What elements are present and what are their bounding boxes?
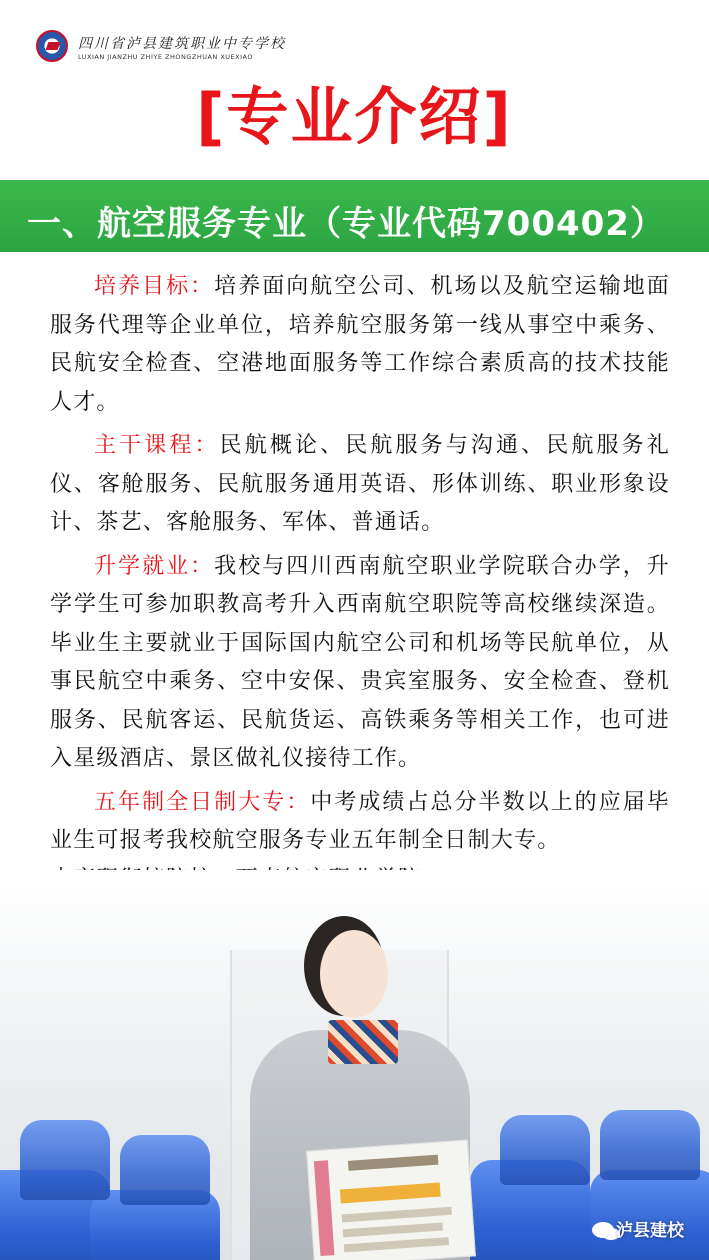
- courses-label: 主干课程：: [94, 433, 220, 458]
- page-title: [专业介绍]: [196, 80, 513, 153]
- seat-left-3: [20, 1120, 110, 1200]
- attendant-head: [320, 930, 388, 1018]
- courses-text: 民航概论、民航服务与沟通、民航服务礼仪、客舱服务、民航服务通用英语、形体训练、职业形象设计、茶艺、客舱服务、军体、普通话。: [50, 433, 670, 535]
- newspaper-column: [314, 1160, 335, 1256]
- career-paragraph: [50, 548, 670, 779]
- seat-left-4: [120, 1135, 210, 1205]
- watermark-text: 泸县建校: [616, 1221, 684, 1241]
- cabin-photo: [0, 870, 709, 1260]
- newspaper-line: [344, 1237, 449, 1252]
- wechat-watermark: [592, 1216, 684, 1241]
- school-header: [36, 30, 336, 64]
- goal-text: 培养面向航空公司、机场以及航空运输地面服务代理等企业单位，培养航空服务第一线从事空中乘务、民航安全检查、空港地面服务等工作综合素质高的技术技能人才。: [50, 274, 670, 415]
- wechat-icon: [592, 1222, 614, 1238]
- newspaper-banner: [340, 1183, 441, 1204]
- career-label: 升学就业：: [94, 553, 215, 579]
- newspaper-line: [343, 1222, 443, 1237]
- seat-right-4: [600, 1110, 700, 1180]
- major-heading-band: [0, 180, 709, 252]
- fiveyear-label: 五年制全日制大专：: [94, 789, 311, 815]
- fiveyear-text: 中考成绩占总分半数以上的应届毕业生可报考我校航空服务专业五年制全日制大专。: [50, 789, 670, 853]
- school-name-en: LUXIAN JIANZHU ZHIYE ZHONGZHUAN XUEXIAO: [78, 53, 253, 61]
- seat-right-2: [590, 1170, 709, 1260]
- school-logo-icon: [36, 30, 68, 62]
- career-text: 我校与四川西南航空职业学院联合办学，升学学生可参加职教高考升入西南航空职院等高校继续深造。毕业生主要就业于国际国内航空公司和机场等民航单位，从事民航空中乘务、空中安保、贵宾室服务、安全检查、登机服务、民航客运、民航货运、高铁乘务等相关工作，也可进入星级酒店、景区做礼仪接待工作。: [50, 553, 670, 771]
- courses-paragraph: [50, 427, 670, 543]
- newspaper-masthead: [348, 1155, 438, 1171]
- major-heading: 一、航空服务专业（专业代码700402）: [27, 204, 665, 244]
- newspaper-image: [306, 1139, 476, 1260]
- major-description: [50, 268, 670, 904]
- school-name-cn: 四川省泸县建筑职业中专学校: [78, 36, 286, 52]
- attendant-scarf: [328, 1020, 398, 1064]
- seat-right-3: [500, 1115, 590, 1185]
- goal-paragraph: [50, 268, 670, 422]
- goal-label: 培养目标：: [94, 274, 215, 299]
- fiveyear-paragraph: [50, 784, 670, 861]
- newspaper-line: [342, 1207, 452, 1223]
